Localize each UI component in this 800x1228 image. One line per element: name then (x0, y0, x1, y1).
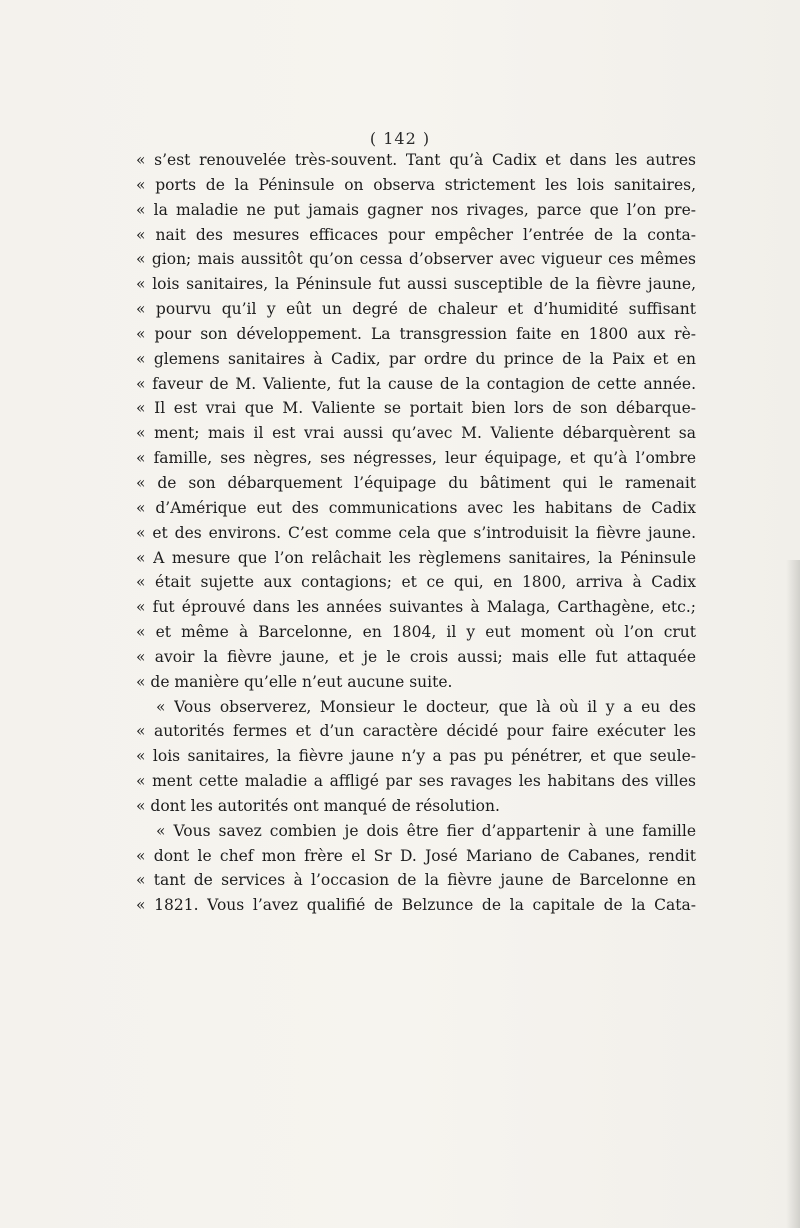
text-line: « ports de la Péninsule on observa strictement les lois sanitaires, (136, 175, 696, 194)
text-line: « la maladie ne put jamais gagner nos rivages, parce que l’on pre- (136, 200, 696, 219)
text-line: « était sujette aux contagions; et ce qui, en 1800, arriva à Cadix (136, 573, 696, 592)
text-line: « Il est vrai que M. Valiente se portait bien lors de son débarque- (136, 399, 696, 418)
text-line: « lois sanitaires, la Péninsule fut aussi susceptible de la fièvre jaune, (136, 275, 696, 294)
text-line: « tant de services à l’occasion de la fièvre jaune de Barcelonne en (136, 871, 696, 890)
text-line: « glemens sanitaires à Cadix, par ordre du prince de la Paix et en (136, 349, 696, 368)
text-line: « Vous observerez, Monsieur le docteur, que là où il y a eu des (156, 697, 696, 716)
text-line: « d’Amérique eut des communications avec les habitans de Cadix (136, 498, 696, 517)
text-line: « avoir la fièvre jaune, et je le crois aussi; mais elle fut attaquée (136, 647, 696, 666)
text-line: « lois sanitaires, la fièvre jaune n’y a pas pu pénétrer, et que seule- (136, 747, 696, 766)
text-line: « gion; mais aussitôt qu’on cessa d’observer avec vigueur ces mêmes (136, 250, 696, 269)
text-line: « s’est renouvelée très-souvent. Tant qu’à Cadix et dans les autres (136, 151, 696, 169)
text-line: « nait des mesures efficaces pour empêcher l’entrée de la conta- (136, 225, 696, 244)
text-line: « ment cette maladie a affligé par ses ravages les habitans des villes (136, 772, 696, 791)
text-line: « pourvu qu’il y eût un degré de chaleur et d’humidité suffisant (136, 300, 696, 319)
text-line: « pour son développement. La transgression faite en 1800 aux rè- (136, 324, 696, 343)
text-line: « dont les autorités ont manqué de résolution. (136, 796, 500, 815)
text-line: « autorités fermes et d’un caractère décidé pour faire exécuter les (136, 722, 696, 741)
text-line: « Vous savez combien je dois être fier d’appartenir à une famille (156, 821, 696, 840)
text-line: « de son débarquement l’équipage du bâtiment qui le ramenait (136, 473, 696, 492)
text-line: « de manière qu’elle n’eut aucune suite. (136, 672, 453, 691)
text-line: « et même à Barcelonne, en 1804, il y eut moment où l’on crut (136, 623, 696, 642)
body-text (136, 148, 696, 918)
text-line: « 1821. Vous l’avez qualifié de Belzunce de la capitale de la Cata- (136, 896, 696, 915)
text-line: « faveur de M. Valiente, fut la cause de la contagion de cette année. (136, 374, 696, 393)
page-number: ( 142 ) (369, 129, 431, 148)
page-edge-shadow (786, 560, 800, 1228)
text-line: « fut éprouvé dans les années suivantes à Malaga, Carthagène, etc.; (136, 598, 696, 617)
text-line: « famille, ses nègres, ses négresses, leur équipage, et qu’à l’ombre (136, 449, 696, 468)
text-line: « et des environs. C’est comme cela que s’introduisit la fièvre jaune. (136, 523, 696, 542)
text-line: « A mesure que l’on relâchait les règlemens sanitaires, la Péninsule (136, 548, 696, 567)
text-line: « dont le chef mon frère el Sr D. José Mariano de Cabanes, rendit (136, 846, 696, 865)
text-line: « ment; mais il est vrai aussi qu’avec M. Valiente débarquèrent sa (136, 424, 696, 443)
